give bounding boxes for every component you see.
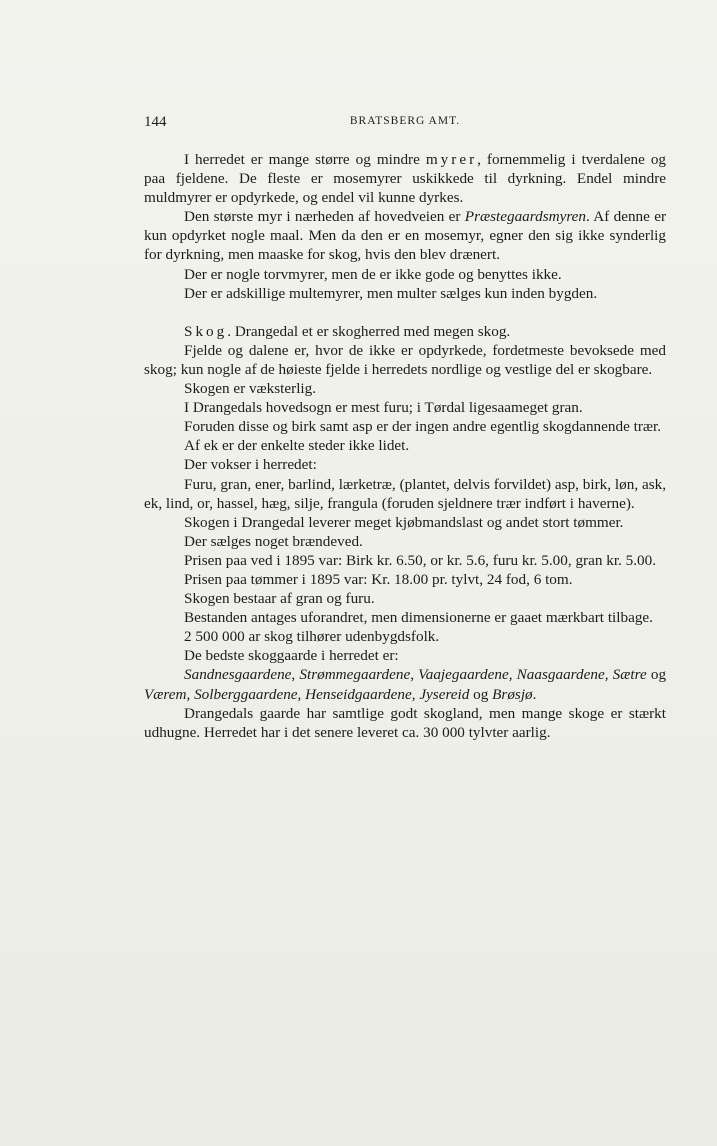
paragraph: Foruden disse og birk samt asp er der ingen andre egentlig skogdannende trær.: [184, 418, 662, 436]
paragraph-tree-list: Furu, gran, ener, barlind, lærketræ, (plantet, delvis forvildet) asp, birk, løn, ask, ek, lind, or, hassel, hæg, silje, frangula (foruden sjeldnere trær indført i haverne).: [144, 475, 666, 512]
paragraph-farm-names: Sandnesgaardene, Strømmegaardene, Vaajegaardene, Naasgaardene, Sætre og Værem, Solberggaardene, Henseidgaardene, Jysereid og Brøsjø.: [144, 666, 667, 703]
paragraph: I Drangedals hovedsogn er mest furu; i Tørdal ligesaameget gran.: [184, 399, 583, 417]
paragraph: Bestanden antages uforandret, men dimensionerne er gaaet mærkbart tilbage.: [184, 609, 653, 627]
farm-name: Sætre: [612, 666, 647, 684]
farm-name: Henseidgaardene: [305, 685, 412, 703]
paragraph-wood-prices: Prisen paa ved i 1895 var: Birk kr. 6.50, or kr. 5.6, furu kr. 5.00, gran kr. 5.00.: [184, 551, 657, 569]
body-text: [144, 150, 666, 742]
paragraph-skog-heading: Skog. Drangedal et er skogherred med megen skog.: [184, 322, 511, 340]
paragraph-myrer: I herredet er mange større og mindre myrer, fornemmelig i tverdalene og paa fjeldene. De fleste er mosemyrer uskikkede til dyrkning. Endel mindre muldmyrer er opdyrkede, og endel vil kunne dyrkes.: [144, 151, 667, 207]
farm-name: Vaajegaardene: [418, 666, 509, 684]
farm-name: Naasgaardene: [516, 666, 605, 684]
paragraph: Skogen i Drangedal leverer meget kjøbmandslast og andet stort tømmer.: [184, 513, 624, 531]
farm-name: Jysereid: [419, 685, 470, 703]
paragraph-praestegaardsmyren: Den største myr i nærheden af hovedveien er Præstegaardsmyren. Af denne er kun opdyrket nogle maal. Men da den er en mosemyr, egner den sig ikke synderlig for dyrkning, men maaske for skog, hvis den blev drænert.: [144, 208, 666, 264]
paragraph-multemyrer: Der er adskillige multemyrer, men multer sælges kun inden bygden.: [184, 284, 598, 302]
paragraph: Fjelde og dalene er, hvor de ikke er opdyrkede, fordetmeste bevoksede med skog; kun nogle af de høieste fjelde i herredets nordlige og vestlige del er skogbare.: [144, 341, 666, 378]
farm-name: Solberggaardene: [194, 685, 298, 703]
farm-name: Værem: [144, 685, 187, 703]
section-heading-skog: Skog: [184, 322, 228, 340]
farm-name: Sandnesgaardene: [184, 666, 292, 684]
paragraph: Af ek er der enkelte steder ikke lidet.: [184, 437, 410, 455]
running-title: BRATSBERG AMT.: [349, 115, 461, 127]
paragraph: Der vokser i herredet:: [184, 456, 317, 474]
paragraph: 2 500 000 ar skog tilhører udenbygdsfolk.: [184, 628, 440, 646]
italic-name: Præstegaardsmyren: [464, 208, 587, 226]
paragraph-timber-prices: Prisen paa tømmer i 1895 var: Kr. 18.00 pr. tylvt, 24 fod, 6 tom.: [184, 570, 573, 588]
paragraph: De bedste skoggaarde i herredet er:: [184, 647, 399, 665]
farm-name: Strømmegaardene: [299, 666, 411, 684]
paragraph: Der sælges noget brændeved.: [184, 532, 363, 550]
spaced-term: myrer: [425, 151, 478, 168]
farm-name: Brøsjø: [492, 685, 533, 703]
page-header: [144, 114, 666, 134]
paragraph: Skogen bestaar af gran og furu.: [184, 590, 375, 608]
page-number: 144: [144, 114, 167, 130]
paragraph: Skogen er væksterlig.: [184, 380, 317, 398]
paragraph-torvmyrer: Der er nogle torvmyrer, men de er ikke gode og benyttes ikke.: [184, 265, 562, 283]
paragraph-closing: Drangedals gaarde har samtlige godt skogland, men mange skoge er stærkt udhugne. Herredet har i det senere leveret ca. 30 000 tylvter aarlig.: [144, 704, 666, 741]
